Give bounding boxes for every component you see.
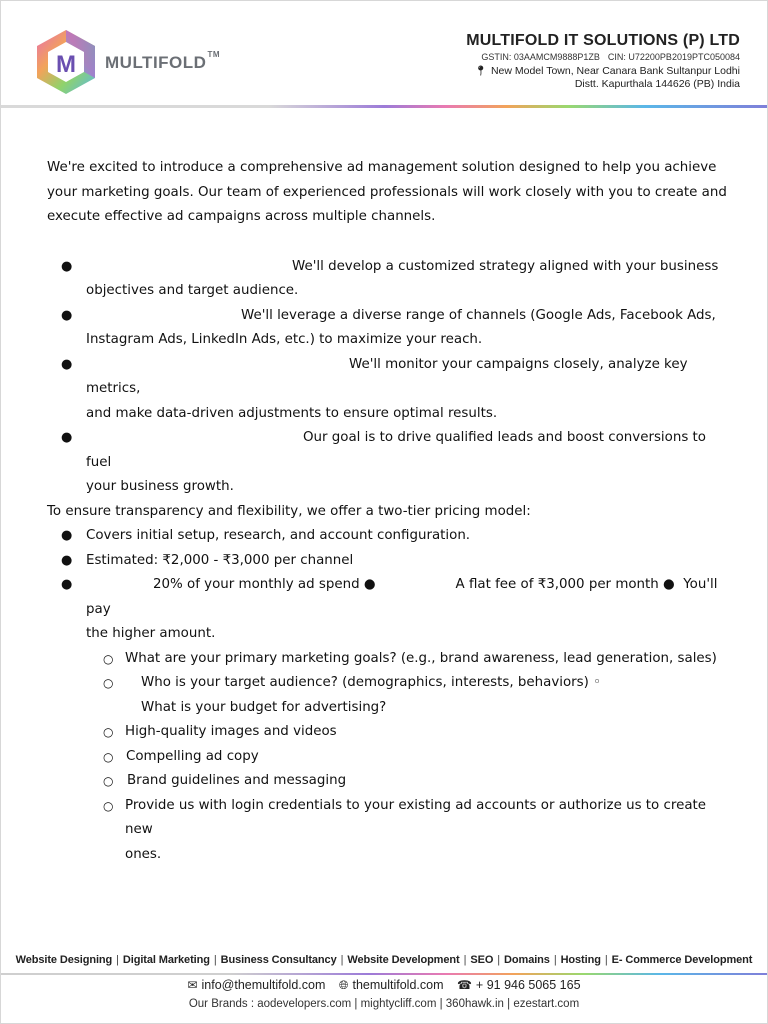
header-divider <box>1 105 767 108</box>
intro-paragraph: We're excited to introduce a comprehensive ad management solution designed to help you achieve your marketing goals. Our team of experienced professionals will work closely with you to create and execute effective ad campaigns across multiple channels. <box>47 160 727 224</box>
separator: | <box>553 954 557 966</box>
company-ids <box>466 52 740 62</box>
company-address <box>466 65 740 91</box>
footer-services <box>1 954 767 966</box>
company-info <box>466 32 740 91</box>
bullet: ● <box>61 258 73 274</box>
circle-bullet: ○ <box>103 651 114 666</box>
questions-list <box>47 647 727 721</box>
bullet: ● <box>663 577 675 592</box>
circle-bullet: ○ <box>103 749 114 764</box>
bullet: ● <box>61 430 73 445</box>
list-item <box>47 769 727 794</box>
service-item: Digital Marketing <box>122 954 210 966</box>
logo-hexagon-icon <box>34 28 98 96</box>
multifold-logo <box>34 28 98 96</box>
list-item-text: Brand guidelines and messaging <box>127 773 347 788</box>
separator: | <box>497 954 501 966</box>
contact-phone[interactable] <box>457 978 581 992</box>
footer-brands: Our Brands : aodevelopers.com | mightycliff.com | 360hawk.in | ezestart.com <box>188 998 580 1010</box>
bullet: ● <box>61 552 73 568</box>
separator: | <box>340 954 344 966</box>
list-item-text: ones. <box>125 846 162 862</box>
globe-icon: 🌐︎ <box>338 978 349 992</box>
list-item <box>47 671 727 720</box>
logo-letter: M <box>56 51 76 78</box>
service-item: Website Development <box>347 954 460 966</box>
list-item <box>47 720 727 745</box>
materials-list <box>47 720 727 794</box>
separator: | <box>116 954 119 966</box>
circle-bullet: ○ <box>103 676 114 690</box>
access-list <box>47 794 727 868</box>
list-item-text: A flat fee of ₹3,000 per month <box>455 577 659 592</box>
list-item-text: Provide us with login credentials to your existing ad accounts or authorize us to create new <box>125 797 707 837</box>
circle-bullet: ○ <box>103 798 114 813</box>
list-item-text: objectives and target audience. <box>86 283 299 298</box>
list-item-text: Estimated: ₹2,000 - ₹3,000 per channel <box>86 552 354 568</box>
phone-icon: ☎︎ <box>456 978 472 992</box>
gstin: GSTIN: 03AAMCM9888P1ZB <box>481 52 600 62</box>
service-item: Website Designing <box>15 954 113 966</box>
contact-website[interactable] <box>339 978 444 992</box>
address-line-2: Distt. Kapurthala 144626 (PB) India <box>574 78 740 90</box>
list-item-text: and make data-driven adjustments to ensure optimal results. <box>86 405 498 421</box>
cin: CIN: U72200PB2019PTC050084 <box>607 52 740 62</box>
email-text: info@themultifold.com <box>201 978 326 992</box>
list-item-text: You'll pay <box>86 577 718 617</box>
list-item <box>47 573 727 647</box>
brand-name-text: MULTIFOLD <box>105 53 207 72</box>
bullet: ● <box>61 356 73 372</box>
footer-contact <box>1 978 767 993</box>
bullet: ● <box>61 577 73 592</box>
list-item-text: What are your primary marketing goals? (e.g., brand awareness, lead generation, sales) <box>125 650 717 666</box>
list-item-text: We'll leverage a diverse range of channels (Google Ads, Facebook Ads, <box>241 307 716 323</box>
list-item-text: Compelling ad copy <box>126 748 259 764</box>
services-list <box>47 255 727 500</box>
contact-email[interactable] <box>187 978 325 992</box>
list-item-text: Covers initial setup, research, and account configuration. <box>86 528 471 543</box>
service-item: Hosting <box>560 954 601 966</box>
list-item <box>47 549 727 574</box>
phone-text: + 91 946 5065 165 <box>475 978 581 992</box>
service-item: SEO <box>470 954 494 966</box>
bullet: ● <box>61 528 73 543</box>
list-item-text: We'll monitor your campaigns closely, analyze key metrics, <box>86 356 688 396</box>
list-item-text: 20% of your monthly ad spend <box>153 577 360 592</box>
separator: | <box>213 954 217 966</box>
list-item-text: Instagram Ads, LinkedIn Ads, etc.) to maximize your reach. <box>86 332 483 347</box>
bullet: ● <box>61 307 73 323</box>
map-pin-icon: 📍︎ <box>474 66 487 77</box>
list-item-text: What is your budget for advertising? <box>141 699 387 715</box>
list-item <box>47 524 727 549</box>
separator: | <box>604 954 608 966</box>
service-item: Domains <box>504 954 550 966</box>
pricing-intro: To ensure transparency and flexibility, we offer a two-tier pricing model: <box>47 503 531 519</box>
envelope-icon: ✉︎ <box>187 978 198 992</box>
list-item <box>47 255 727 304</box>
service-item: Business Consultancy <box>220 954 337 966</box>
pricing-list <box>47 524 727 647</box>
brand-name <box>105 50 220 73</box>
list-item <box>47 304 727 353</box>
circle-bullet: ◦ <box>593 675 602 690</box>
circle-bullet: ○ <box>103 725 114 739</box>
list-item <box>47 745 727 770</box>
list-item <box>47 647 727 672</box>
list-item-text: the higher amount. <box>86 626 216 641</box>
address-line-1: New Model Town, Near Canara Bank Sultanpur Lodhi <box>490 65 740 77</box>
circle-bullet: ○ <box>103 774 114 788</box>
bullet: ● <box>363 577 376 592</box>
service-item: E- Commerce Development <box>611 954 753 966</box>
list-item <box>47 353 727 427</box>
list-item <box>47 794 727 868</box>
list-item-text: We'll develop a customized strategy aligned with your business <box>292 258 719 274</box>
list-item <box>47 426 727 500</box>
website-text: themultifold.com <box>352 978 444 992</box>
company-name: MULTIFOLD IT SOLUTIONS (P) LTD <box>466 32 740 49</box>
list-item-text: Who is your target audience? (demographics, interests, behaviors) <box>141 675 589 690</box>
list-item-text: High-quality images and videos <box>125 724 337 739</box>
letter-body <box>47 156 727 867</box>
list-item-text: your business growth. <box>86 479 234 494</box>
trademark: TM <box>207 50 220 59</box>
separator: | <box>463 954 467 966</box>
list-item-text: Our goal is to drive qualified leads and boost conversions to fuel <box>86 430 707 470</box>
footer-divider <box>1 973 767 975</box>
